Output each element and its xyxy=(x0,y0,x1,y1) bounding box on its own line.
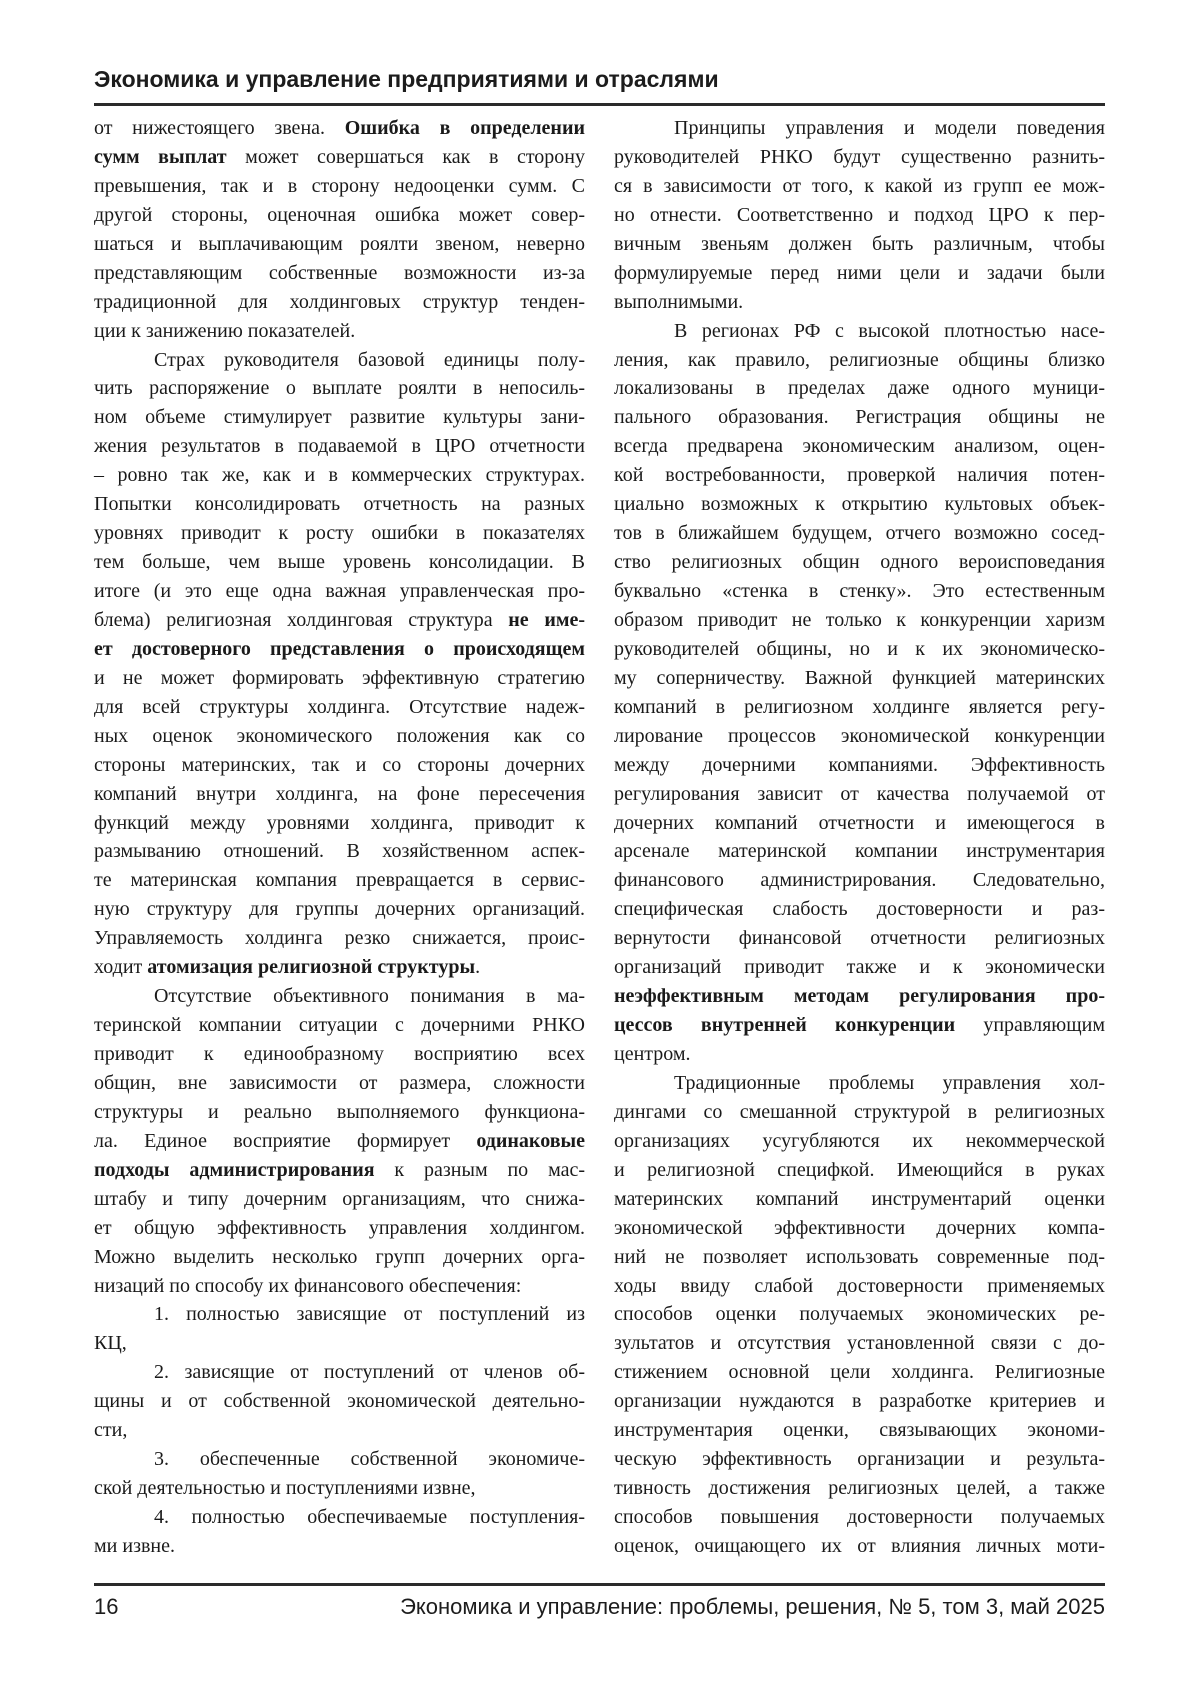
text-run: ходит xyxy=(94,956,147,978)
text-line xyxy=(614,837,1105,866)
text-run: организации нуждаются в разработке критериев и xyxy=(614,1390,1105,1412)
text-line xyxy=(614,1416,1105,1445)
text-run: приводит к единообразному восприятию всех xyxy=(94,1043,585,1065)
text-line xyxy=(614,432,1105,461)
text-run: жения результатов в подаваемой в ЦРО отчетности xyxy=(94,435,585,457)
text-run: 4. полностью обеспечиваемые поступления- xyxy=(154,1506,585,1528)
text-run: шаться и выплачивающим роялти звеном, неверно xyxy=(94,233,585,255)
text-line xyxy=(614,1329,1105,1358)
text-line xyxy=(94,722,585,751)
text-run: ную структуру для группы дочерних организаций. xyxy=(94,898,585,920)
text-run: структуры и реально выполняемого функциона- xyxy=(94,1101,585,1123)
text-line xyxy=(614,143,1105,172)
text-line xyxy=(614,259,1105,288)
text-run: размыванию отношений. В хозяйственном аспек- xyxy=(94,840,585,862)
text-run: 1. полностью зависящие от поступлений из xyxy=(154,1303,585,1325)
text-run: ся в зависимости от того, к какой из групп ее мож- xyxy=(614,175,1105,197)
header-rule xyxy=(94,103,1105,106)
text-line xyxy=(94,866,585,895)
text-line xyxy=(614,288,1105,317)
text-line xyxy=(614,1445,1105,1474)
text-run: организациях усугубляются их некоммерческой xyxy=(614,1130,1105,1152)
text-line xyxy=(614,1474,1105,1503)
text-line xyxy=(94,1127,585,1156)
text-run: зультатов и отсутствия установленной связи с до- xyxy=(614,1332,1105,1354)
text-line xyxy=(614,635,1105,664)
text-line xyxy=(94,1185,585,1214)
text-line xyxy=(614,548,1105,577)
text-line xyxy=(614,780,1105,809)
text-run: ции к занижению показателей. xyxy=(94,320,355,342)
text-line xyxy=(94,1445,585,1474)
text-run: но отнести. Соответственно и подход ЦРО к пер- xyxy=(614,204,1105,226)
text-run: инструментария оценки, связывающих экономи- xyxy=(614,1419,1105,1441)
text-run: Принципы управления и модели поведения xyxy=(674,117,1105,139)
text-line xyxy=(614,895,1105,924)
paragraph xyxy=(94,346,585,983)
text-line xyxy=(94,1532,585,1561)
text-line xyxy=(614,1243,1105,1272)
paragraph xyxy=(614,317,1105,1069)
bold-text: сумм выплат xyxy=(94,146,227,168)
text-run: специфическая слабость достоверности и раз- xyxy=(614,898,1105,920)
text-line xyxy=(94,924,585,953)
text-line xyxy=(94,809,585,838)
text-run: к разным по мас- xyxy=(375,1159,585,1181)
text-run: образом приводит не только к конкуренции харизм xyxy=(614,609,1105,631)
text-run: формулируемые перед ними цели и задачи были xyxy=(614,262,1105,284)
text-line xyxy=(94,1474,585,1503)
text-run: финансового администрирования. Следовательно, xyxy=(614,869,1105,891)
text-line xyxy=(614,577,1105,606)
text-run: и не может формировать эффективную стратегию xyxy=(94,667,585,689)
text-line xyxy=(614,1040,1105,1069)
text-line xyxy=(614,953,1105,982)
text-line xyxy=(94,143,585,172)
text-run: Управляемость холдинга резко снижается, проис- xyxy=(94,927,585,949)
text-line xyxy=(614,201,1105,230)
text-line xyxy=(94,1040,585,1069)
text-line xyxy=(94,1416,585,1445)
text-line xyxy=(94,780,585,809)
text-line xyxy=(614,1069,1105,1098)
text-line xyxy=(94,982,585,1011)
text-line xyxy=(614,982,1105,1011)
text-line xyxy=(94,201,585,230)
text-run: итоге (и это еще одна важная управленческая про- xyxy=(94,580,585,602)
text-line xyxy=(614,1503,1105,1532)
paragraph xyxy=(94,1300,585,1358)
text-run: . xyxy=(475,956,480,978)
text-line xyxy=(94,664,585,693)
text-run: циально возможных к открытию культовых объек- xyxy=(614,493,1105,515)
text-line xyxy=(614,664,1105,693)
text-line xyxy=(94,751,585,780)
text-run: 2. зависящие от поступлений от членов об- xyxy=(154,1361,585,1383)
text-run: стижением основной цели холдинга. Религиозные xyxy=(614,1361,1105,1383)
text-line xyxy=(614,490,1105,519)
text-line xyxy=(94,172,585,201)
text-run: Страх руководителя базовой единицы полу- xyxy=(154,349,585,371)
text-line xyxy=(94,230,585,259)
text-line xyxy=(94,548,585,577)
text-run: сти, xyxy=(94,1419,127,1441)
text-line xyxy=(614,1300,1105,1329)
text-line xyxy=(94,1156,585,1185)
text-run: стороны материнских, так и со стороны дочерних xyxy=(94,754,585,776)
bold-text: ет достоверного представления о происходящем xyxy=(94,638,585,660)
text-line xyxy=(94,1011,585,1040)
text-run: общин, вне зависимости от размера, сложности xyxy=(94,1072,585,1094)
text-run: способов повышения достоверности получаемых xyxy=(614,1506,1105,1528)
text-run: регулирования зависит от качества получаемой от xyxy=(614,783,1105,805)
text-run: материнских компаний инструментарий оценки xyxy=(614,1188,1105,1210)
text-run: может совершаться как в сторону xyxy=(227,146,585,168)
bold-text: неэффективным методам регулирования про- xyxy=(614,985,1105,1007)
text-line xyxy=(614,809,1105,838)
text-line xyxy=(614,693,1105,722)
text-run: ческую эффективность организации и результа- xyxy=(614,1448,1105,1470)
text-line xyxy=(94,1069,585,1098)
text-line xyxy=(94,1503,585,1532)
text-run: теринской компании ситуации с дочерними РНКО xyxy=(94,1014,585,1036)
text-line xyxy=(94,519,585,548)
text-line xyxy=(94,461,585,490)
text-run: для всей структуры холдинга. Отсутствие надеж- xyxy=(94,696,585,718)
paragraph xyxy=(614,1069,1105,1561)
text-line xyxy=(94,837,585,866)
text-line xyxy=(94,1243,585,1272)
text-line xyxy=(94,606,585,635)
text-line xyxy=(614,114,1105,143)
text-run: тем больше, чем выше уровень консолидации. В xyxy=(94,551,585,573)
text-run: уровнях приводит к росту ошибки в показателях xyxy=(94,522,585,544)
text-run: кой востребованности, проверкой наличия потен- xyxy=(614,464,1105,486)
text-run: низаций по способу их финансового обеспечения: xyxy=(94,1275,521,1297)
paragraph xyxy=(94,114,585,346)
text-run: те материнская компания превращается в сервис- xyxy=(94,869,585,891)
text-line xyxy=(94,577,585,606)
text-run: арсенале материнской компании инструментария xyxy=(614,840,1105,862)
text-line xyxy=(94,114,585,143)
text-run: выполнимыми. xyxy=(614,291,743,313)
text-run: экономической эффективности дочерних компа- xyxy=(614,1217,1105,1239)
text-run: му соперничеству. Важной функцией материнских xyxy=(614,667,1105,689)
text-run: – ровно так же, как и в коммерческих структурах. xyxy=(94,464,585,486)
text-line xyxy=(614,317,1105,346)
text-line xyxy=(94,490,585,519)
text-run: ний не позволяет использовать современные под- xyxy=(614,1246,1105,1268)
text-line xyxy=(94,953,585,982)
text-line xyxy=(614,1532,1105,1561)
text-line xyxy=(614,519,1105,548)
text-run: Традиционные проблемы управления хол- xyxy=(674,1072,1105,1094)
text-run: дингами со смешанной структурой в религиозных xyxy=(614,1101,1105,1123)
text-run: ходы ввиду слабой достоверности применяемых xyxy=(614,1275,1105,1297)
bold-text: атомизация религиозной структуры xyxy=(147,956,475,978)
text-run: способов оценки получаемых экономических ре- xyxy=(614,1303,1105,1325)
bold-text: одинаковые xyxy=(476,1130,585,1152)
text-line xyxy=(614,722,1105,751)
text-run: щины и от собственной экономической деятельно- xyxy=(94,1390,585,1412)
text-line xyxy=(94,1098,585,1127)
paragraph xyxy=(94,982,585,1300)
text-line xyxy=(614,1156,1105,1185)
text-run: блема) религиозная холдинговая структура xyxy=(94,609,508,631)
text-line xyxy=(614,1214,1105,1243)
journal-citation: Экономика и управление: проблемы, решения, № 5, том 3, май 2025 xyxy=(400,1594,1105,1620)
text-run: между дочерними компаниями. Эффективность xyxy=(614,754,1105,776)
text-run: локализованы в пределах даже одного муници- xyxy=(614,377,1105,399)
text-line xyxy=(94,259,585,288)
text-run: 3. обеспеченные собственной экономиче- xyxy=(154,1448,585,1470)
text-run: ство религиозных общин одного вероисповедания xyxy=(614,551,1105,573)
paragraph xyxy=(94,1445,585,1503)
text-line xyxy=(614,403,1105,432)
text-run: штабу и типу дочерним организациям, что снижа- xyxy=(94,1188,585,1210)
text-line xyxy=(94,895,585,924)
footer-rule xyxy=(94,1583,1105,1586)
text-line xyxy=(614,1098,1105,1127)
text-line xyxy=(94,1272,585,1301)
text-line xyxy=(94,635,585,664)
text-run: ет общую эффективность управления холдингом. xyxy=(94,1217,585,1239)
text-line xyxy=(614,1272,1105,1301)
text-line xyxy=(614,461,1105,490)
text-run: лирование процессов экономической конкуренции xyxy=(614,725,1105,747)
text-line xyxy=(94,374,585,403)
paragraph xyxy=(614,114,1105,317)
text-run: руководителей РНКО будут существенно разнить- xyxy=(614,146,1105,168)
text-line xyxy=(614,172,1105,201)
text-run: центром. xyxy=(614,1043,691,1065)
text-run: Отсутствие объективного понимания в ма- xyxy=(154,985,585,1007)
text-run: оценок, очищающего их от влияния личных моти- xyxy=(614,1535,1105,1557)
page-number: 16 xyxy=(94,1594,118,1620)
text-run: компаний в религиозном холдинге является регу- xyxy=(614,696,1105,718)
text-run: ных оценок экономического положения как со xyxy=(94,725,585,747)
text-run: от нижестоящего звена. xyxy=(94,117,345,139)
text-line xyxy=(94,1329,585,1358)
text-line xyxy=(94,1387,585,1416)
text-run: ми извне. xyxy=(94,1535,175,1557)
text-line xyxy=(614,374,1105,403)
text-line xyxy=(614,1358,1105,1387)
text-line xyxy=(614,230,1105,259)
bold-text: не име- xyxy=(508,609,585,631)
text-run: ской деятельностью и поступлениями извне, xyxy=(94,1477,476,1499)
text-run: тов в ближайшем будущем, отчего возможно сосед- xyxy=(614,522,1105,544)
text-run: и религиозной специфкой. Имеющийся в руках xyxy=(614,1159,1105,1181)
text-run: традиционной для холдинговых структур тенден- xyxy=(94,291,585,313)
text-line xyxy=(614,866,1105,895)
text-line xyxy=(614,606,1105,635)
text-run: Можно выделить несколько групп дочерних орга- xyxy=(94,1246,585,1268)
paragraph xyxy=(94,1503,585,1561)
text-line xyxy=(94,1300,585,1329)
text-run: пального образования. Регистрация общины не xyxy=(614,406,1105,428)
bold-text: подходы администрирования xyxy=(94,1159,375,1181)
right-column xyxy=(614,114,1105,1561)
text-line xyxy=(94,1214,585,1243)
text-run: руководителей общины, но и к их экономическо- xyxy=(614,638,1105,660)
text-line xyxy=(94,346,585,375)
text-run: дочерних компаний отчетности и имеющегося в xyxy=(614,812,1105,834)
text-run: управляющим xyxy=(955,1014,1105,1036)
text-line xyxy=(94,288,585,317)
text-run: вернутости финансовой отчетности религиозных xyxy=(614,927,1105,949)
bold-text: Ошибка в определении xyxy=(345,117,585,139)
text-run: организаций приводит также и к экономически xyxy=(614,956,1105,978)
text-line xyxy=(614,751,1105,780)
text-run: функций между уровнями холдинга, приводит к xyxy=(94,812,585,834)
text-line xyxy=(94,432,585,461)
text-run: КЦ, xyxy=(94,1332,127,1354)
text-run: ла. Единое восприятие формирует xyxy=(94,1130,476,1152)
text-run: другой стороны, оценочная ошибка может совер- xyxy=(94,204,585,226)
paragraph xyxy=(94,1358,585,1445)
text-line xyxy=(614,924,1105,953)
text-run: превышения, так и в сторону недооценки сумм. С xyxy=(94,175,585,197)
text-line xyxy=(614,1011,1105,1040)
bold-text: цессов внутренней конкуренции xyxy=(614,1014,955,1036)
text-run: вичным звеньям должен быть различным, чтобы xyxy=(614,233,1105,255)
text-line xyxy=(94,403,585,432)
left-column xyxy=(94,114,585,1561)
text-line xyxy=(94,317,585,346)
text-line xyxy=(614,1127,1105,1156)
text-run: буквально «стенка в стенку». Это естественным xyxy=(614,580,1105,602)
text-run: представляющим собственные возможности из-за xyxy=(94,262,585,284)
text-line xyxy=(94,693,585,722)
text-line xyxy=(614,1185,1105,1214)
text-run: компаний внутри холдинга, на фоне пересечения xyxy=(94,783,585,805)
text-run: В регионах РФ с высокой плотностью насе- xyxy=(674,320,1105,342)
text-run: чить распоряжение о выплате роялти в непосиль- xyxy=(94,377,585,399)
text-run: тивность достижения религиозных целей, а также xyxy=(614,1477,1105,1499)
text-line xyxy=(614,346,1105,375)
text-line xyxy=(94,1358,585,1387)
text-run: ном объеме стимулирует развитие культуры зани- xyxy=(94,406,585,428)
text-run: всегда предварена экономическим анализом, оцен- xyxy=(614,435,1105,457)
text-line xyxy=(614,1387,1105,1416)
text-run: Попытки консолидировать отчетность на разных xyxy=(94,493,585,515)
text-run: ления, как правило, религиозные общины близко xyxy=(614,349,1105,371)
running-header-title: Экономика и управление предприятиями и отраслями xyxy=(94,66,719,93)
